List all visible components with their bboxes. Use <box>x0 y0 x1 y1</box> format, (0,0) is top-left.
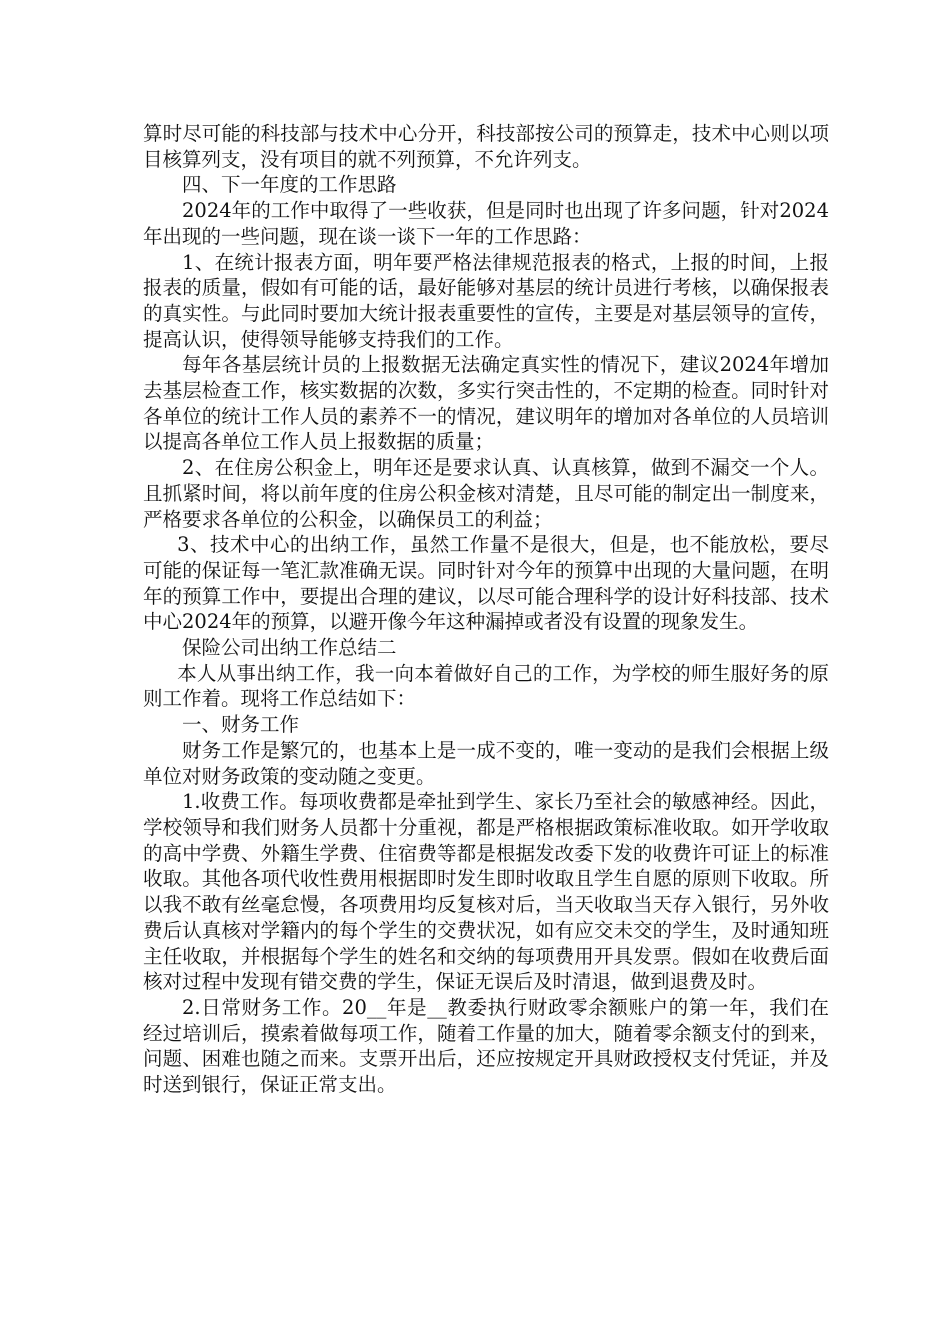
paragraph-daily-finance: 2.日常财务工作。20__年是__教委执行财政零余额账户的第一年，我们在经过培训后，摸索着做每项工作，随着工作量的加大，随着零余额支付的到来，问题、困难也随之而来。支票开出后，还应按规定开具财政授权支付凭证，并及时送到银行，保证正常支出。 <box>143 995 829 1097</box>
paragraph-finance-overview: 财务工作是繁冗的，也基本上是一成不变的，唯一变动的是我们会根据上级单位对财务政策的变动随之变更。 <box>143 738 829 788</box>
paragraph-fee-collection: 1.收费工作。每项收费都是牵扯到学生、家长乃至社会的敏感神经。因此，学校领导和我们财务人员都十分重视，都是严格根据政策标准收取。如开学收取的高中学费、外籍生学费、住宿费等都是根据发改委下发的收费许可证上的标准收取。其他各项代收性费用根据即时发生即时收取且学生自愿的原则下收取。所以我不敢有丝毫怠慢，各项费用均反复核对后，当天收取当天存入银行，另外收费后认真核对学籍内的每个学生的交费状况，如有应交未交的学生，及时通知班主任收取，并根据每个学生的姓名和交纳的每项费用开具发票。假如在收费后面核对过程中发现有错交费的学生，保证无误后及时清退，做到退费及时。 <box>143 790 829 994</box>
heading-next-year-plan: 四、下一年度的工作思路 <box>182 173 397 197</box>
heading-finance-work: 一、财务工作 <box>182 713 300 737</box>
heading-summary-two: 保险公司出纳工作总结二 <box>182 636 397 660</box>
paragraph-item-2-housing-fund: 2、在住房公积金上，明年还是要求认真、认真核算，做到不漏交一个人。且抓紧时间，将以前年度的住房公积金核对清楚，且尽可能的制定出一制度来，严格要求各单位的公积金，以确保员工的利益； <box>143 456 829 531</box>
paragraph-item-1-statistics: 1、在统计报表方面，明年要严格法律规范报表的格式，上报的时间，上报报表的质量，假如有可能的话，最好能够对基层的统计员进行考核，以确保报表的真实性。与此同时要加大统计报表重要性的宣传，主要是对基层领导的宣传，提高认识，使得领导能够支持我们的工作。 <box>143 250 829 351</box>
paragraph-summary-intro: 本人从事出纳工作，我一向本着做好自己的工作，为学校的师生服好务的原则工作着。现将工作总结如下： <box>143 661 829 711</box>
paragraph-intro-problems: 2024年的工作中取得了一些收获，但是同时也出现了许多问题，针对2024年出现的一些问题，现在谈一谈下一年的工作思路： <box>143 199 829 248</box>
document-body <box>143 121 829 1098</box>
paragraph-grassroots-check: 每年各基层统计员的上报数据无法确定真实性的情况下，建议2024年增加去基层检查工作，核实数据的次数，多实行突击性的，不定期的检查。同时针对各单位的统计工作人员的素养不一的情况，建议明年的增加对各单位的人员培训以提高各单位工作人员上报数据的质量； <box>143 353 829 454</box>
paragraph-budget-separation: 算时尽可能的科技部与技术中心分开，科技部按公司的预算走，技术中心则以项目核算列支，没有项目的就不列预算，不允许列支。 <box>143 122 829 171</box>
paragraph-item-3-tech-center: 3、技术中心的出纳工作，虽然工作量不是很大，但是，也不能放松，要尽可能的保证每一笔汇款准确无误。同时针对今年的预算中出现的大量问题，在明年的预算工作中，要提出合理的建议，以尽可能合理科学的设计好科技部、技术中心2024年的预算，以避开像今年这种漏掉或者没有设置的现象发生。 <box>143 533 829 634</box>
